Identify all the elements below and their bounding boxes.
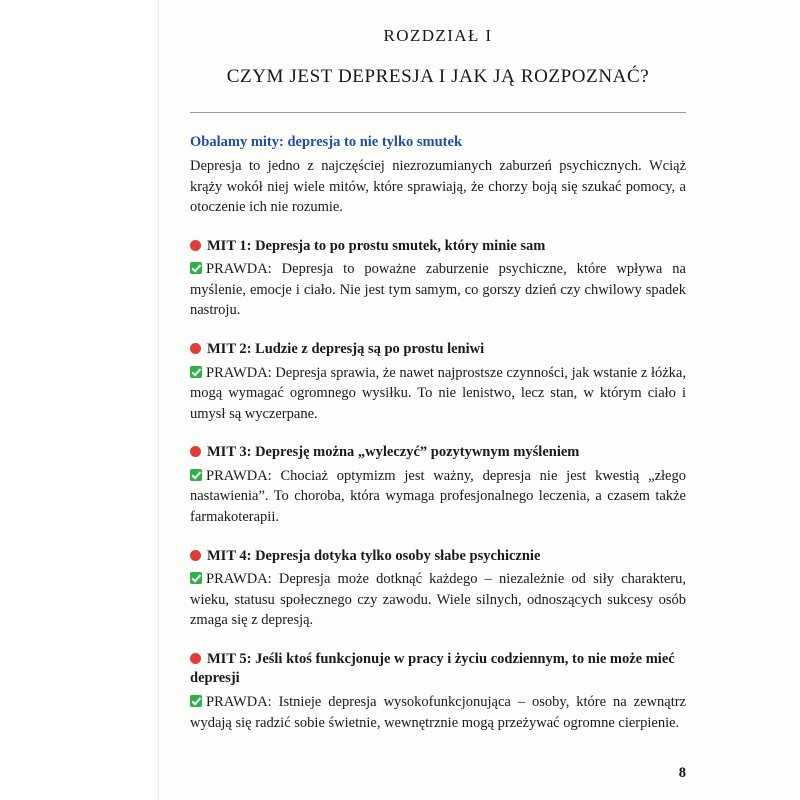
myth-title-row	[190, 650, 686, 689]
chapter-title: CZYM JEST DEPRESJA I JAK JĄ ROZPOZNAĆ?	[226, 66, 650, 87]
myth-block	[190, 443, 686, 527]
myth-truth: PRAWDA: Depresja sprawia, że nawet najprostsze czynności, jak wstanie z łóżka, mogą wymagać ogromnego wysiłku. To nie lenistwo, lecz stan, w którym ciało i umysł są wyczerpane.	[190, 364, 686, 422]
myth-truth: PRAWDA: Depresja może dotknąć każdego – niezależnie od siły charakteru, wieku, statusu społecznego czy zawodu. Wiele silnych, odnoszących sukcesy osób zmaga się z depresją.	[190, 571, 686, 629]
red-circle-icon	[190, 653, 201, 664]
myth-title: MIT 5: Jeśli ktoś funkcjonuje w pracy i życiu codziennym, to nie może mieć depresji	[190, 650, 675, 687]
red-circle-icon	[190, 446, 201, 457]
myth-truth-row	[190, 692, 686, 733]
myth-title-row	[190, 237, 686, 257]
page-margin-strip	[0, 0, 159, 800]
green-check-icon	[190, 262, 202, 274]
red-circle-icon	[190, 550, 201, 561]
myth-block	[190, 650, 686, 733]
red-circle-icon	[190, 343, 201, 354]
myth-title-row	[190, 443, 686, 463]
myth-title: MIT 2: Ludzie z depresją są po prostu leniwi	[207, 341, 485, 358]
green-check-icon	[190, 695, 202, 707]
myth-title: MIT 4: Depresja dotyka tylko osoby słabe psychicznie	[207, 547, 541, 564]
page-content	[190, 0, 686, 800]
green-check-icon	[190, 469, 202, 481]
green-check-icon	[190, 572, 202, 584]
myth-truth-row	[190, 363, 686, 425]
myth-block	[190, 340, 686, 424]
myth-title-row	[190, 340, 686, 360]
myth-title-row	[190, 547, 686, 567]
intro-paragraph: Depresja to jedno z najczęściej niezrozumianych zaburzeń psychicznych. Wciąż krąży wokół niej wiele mitów, które sprawiają, że chorzy boją się szukać pomocy, a otoczenie ich nie rozumie.	[190, 158, 686, 216]
myth-block	[190, 237, 686, 321]
myth-title: MIT 3: Depresję można „wyleczyć” pozytywnym myśleniem	[207, 444, 580, 461]
chapter-label: ROZDZIAŁ I	[383, 26, 493, 45]
myth-truth: PRAWDA: Depresja to poważne zaburzenie psychiczne, które wpływa na myślenie, emocje i ciało. Nie jest tym samym, co gorszy dzień czy chwilowy spadek nastroju.	[190, 261, 686, 319]
myth-truth-row	[190, 466, 686, 528]
green-check-icon	[190, 366, 202, 378]
myth-truth-row	[190, 259, 686, 321]
section-heading: Obalamy mity: depresja to nie tylko smutek	[190, 134, 463, 150]
myth-truth-row	[190, 569, 686, 631]
myth-title: MIT 1: Depresja to po prostu smutek, który minie sam	[207, 237, 546, 254]
myth-block	[190, 547, 686, 631]
page-number: 8	[678, 765, 686, 781]
myth-truth: PRAWDA: Chociaż optymizm jest ważny, depresja nie jest kwestią „złego nastawienia”. To choroba, która wymaga profesjonalnego leczenia, a czasem także farmakoterapii.	[190, 467, 686, 526]
myth-truth: PRAWDA: Istnieje depresja wysokofunkcjonująca – osoby, które na zewnątrz wydają się radzić sobie świetnie, wewnętrznie mogą przeżywać ogromne cierpienie.	[190, 694, 686, 731]
red-circle-icon	[190, 240, 201, 251]
title-divider	[190, 112, 686, 113]
